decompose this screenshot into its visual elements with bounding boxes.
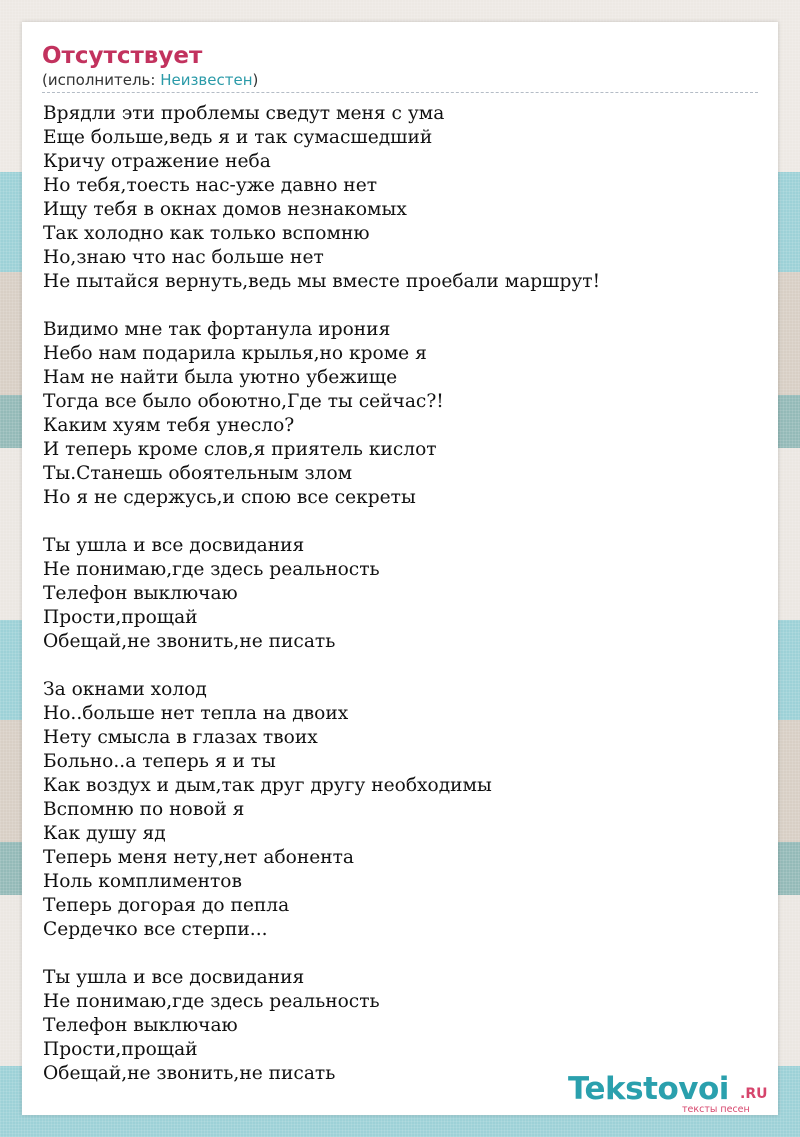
lyric-line: Сердечко все стерпи... <box>43 919 268 940</box>
lyric-line: Врядли эти проблемы сведут меня с ума <box>43 103 445 124</box>
song-title: Отсутствует <box>42 43 203 69</box>
lyric-line: Телефон выключаю <box>43 583 238 604</box>
lyric-line: Как воздух и дым,так друг другу необходимы <box>43 775 492 796</box>
lyric-line: Теперь меня нету,нет абонента <box>43 847 355 868</box>
lyric-line: Не понимаю,где здесь реальность <box>43 991 380 1012</box>
lyric-line: Так холодно как только вспомню <box>43 223 370 244</box>
lyric-line: Видимо мне так фортанула ирония <box>43 319 391 340</box>
lyric-line: За окнами холод <box>43 679 207 700</box>
lyric-line: Не понимаю,где здесь реальность <box>43 559 380 580</box>
lyric-line: Каким хуям тебя унесло? <box>43 415 295 436</box>
lyric-line: Еще больше,ведь я и так сумасшедший <box>43 127 433 148</box>
lyric-line: Нам не найти была уютно убежище <box>43 367 398 388</box>
lyrics-sheet <box>22 22 778 1115</box>
lyric-line: Больно..а теперь я и ты <box>43 751 276 772</box>
lyrics-body <box>43 102 759 1086</box>
lyric-line: Телефон выключаю <box>43 1015 238 1036</box>
lyric-line: И теперь кроме слов,я приятель кислот <box>43 439 437 460</box>
lyric-line: Но тебя,тоесть нас-уже давно нет <box>43 175 377 196</box>
artist-line <box>42 70 758 90</box>
lyric-line: Прости,прощай <box>43 1039 198 1060</box>
site-logo[interactable] <box>568 1070 778 1118</box>
lyric-line: Ты ушла и все досвидания <box>43 535 305 556</box>
lyric-line: Тогда все было обоютно,Где ты сейчас?! <box>43 391 444 412</box>
lyric-line: Ноль комплиментов <box>43 871 242 892</box>
lyric-line: Прости,прощай <box>43 607 198 628</box>
lyric-line: Не пытайся вернуть,ведь мы вместе проебали маршрут! <box>43 271 601 292</box>
lyric-line: Ищу тебя в окнах домов незнакомых <box>43 199 407 220</box>
lyric-line: Но,знаю что нас больше нет <box>43 247 324 268</box>
lyric-line: Вспомню по новой я <box>43 799 245 820</box>
logo-subtitle: тексты песен <box>682 1104 750 1115</box>
lyric-line: Небо нам подарила крылья,но кроме я <box>43 343 427 364</box>
lyric-line: Обещай,не звонить,не писать <box>43 1063 336 1084</box>
lyric-line: Но..больше нет тепла на двоих <box>43 703 349 724</box>
lyric-line: Теперь догорая до пепла <box>43 895 290 916</box>
lyric-line: Ты.Станешь обоятельным злом <box>43 463 353 484</box>
artist-prefix: (исполнитель: <box>42 71 161 89</box>
song-header <box>42 42 758 93</box>
lyric-line: Но я не сдержусь,и спою все секреты <box>43 487 416 508</box>
lyric-line: Нету смысла в глазах твоих <box>43 727 318 748</box>
lyric-line: Обещай,не звонить,не писать <box>43 631 336 652</box>
stanza-gap <box>43 942 759 966</box>
artist-link[interactable]: Неизвестен <box>160 71 253 89</box>
logo-wordmark: Tekstovoi <box>568 1071 729 1107</box>
stanza-gap <box>43 294 759 318</box>
stanza-gap <box>43 654 759 678</box>
artist-suffix: ) <box>252 71 259 89</box>
logo-domain: .RU <box>740 1086 768 1102</box>
stanza-gap <box>43 510 759 534</box>
lyric-line: Как душу яд <box>43 823 166 844</box>
lyric-line: Кричу отражение неба <box>43 151 271 172</box>
lyric-line: Ты ушла и все досвидания <box>43 967 305 988</box>
